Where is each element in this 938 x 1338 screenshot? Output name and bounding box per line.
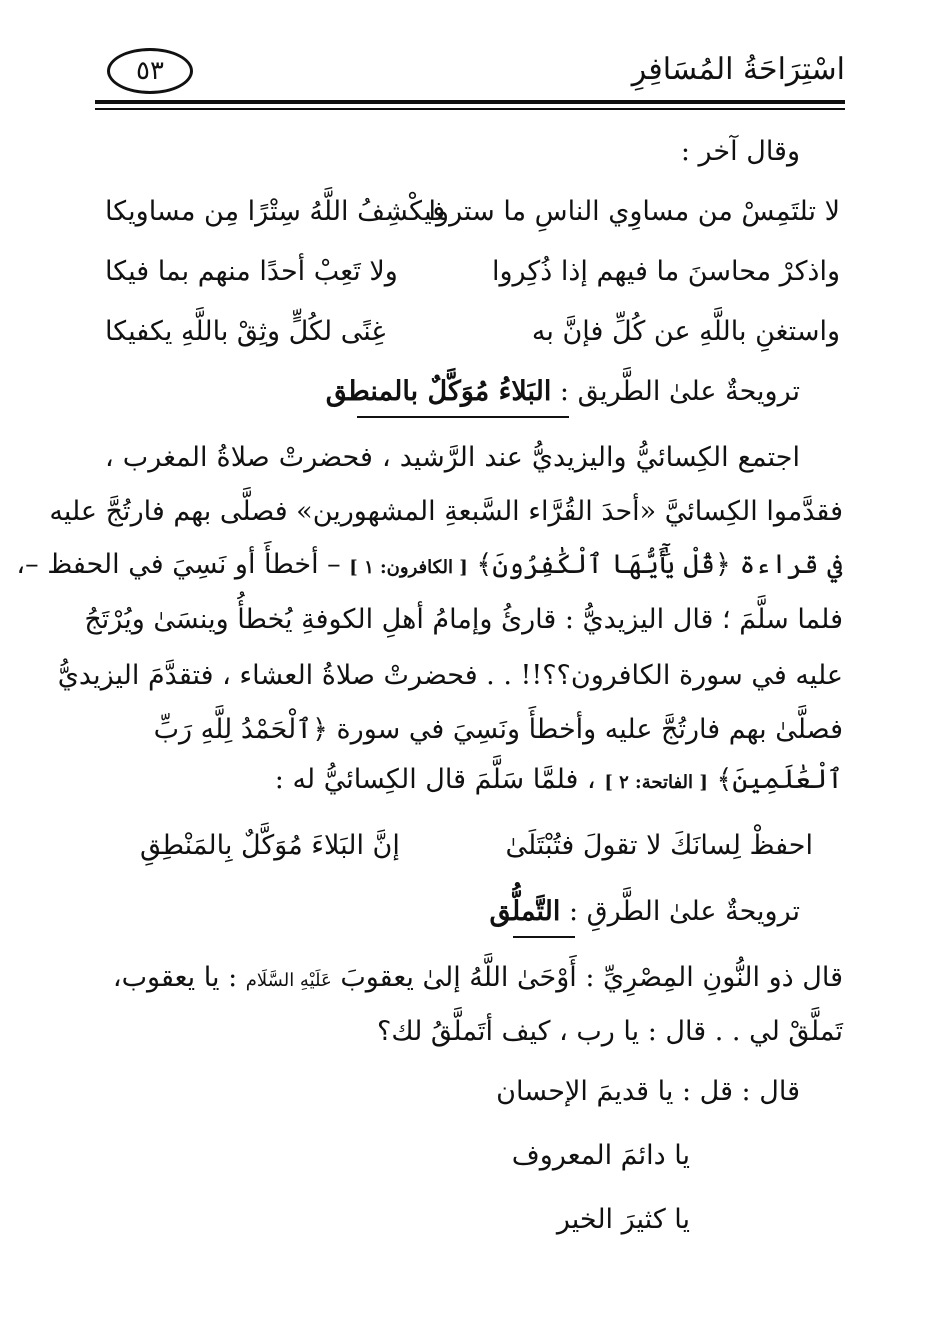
heading-underline <box>513 936 575 938</box>
paragraph-line: اجتمع الكِسائيُّ واليزيديُّ عند الرَّشيد ، فحضرتْ صلاةُ المغرب ، <box>105 442 800 473</box>
paragraph-line <box>154 710 843 750</box>
poem-ajuz: فيكْشِفُ اللَّهُ سِتْرًا مِن مساويكا <box>105 196 446 227</box>
honorific-mark: عَلَيْهِ السَّلَام <box>245 970 332 991</box>
section-heading-prefix: ترويحةٌ علىٰ الطَّريق : <box>559 376 800 407</box>
line-text: : يا يعقوب، <box>112 962 238 993</box>
quran-verse: ﴿ٱلْحَمْدُ لِلَّهِ رَبِّ <box>153 714 328 745</box>
intro-line: وقال آخر : <box>680 136 800 167</box>
line-text: – أخطأَ أو نَسِيَ في الحفظ –، <box>16 549 341 580</box>
heading-underline <box>357 416 569 418</box>
section-heading-title: التَّملُّق <box>489 896 561 927</box>
section-heading <box>489 892 800 932</box>
paragraph-line <box>275 760 843 803</box>
line-text: في قراءة <box>739 549 843 580</box>
paragraph-line <box>113 958 843 1001</box>
poem-ajuz: إنَّ البَلاءَ مُوَكَّلٌ بِالمَنْطِقِ <box>140 830 400 861</box>
poem-sadr: لا تلتَمِسْ من مساوِي الناسِ ما ستروا <box>428 196 840 227</box>
paragraph-line: يا دائمَ المعروف <box>511 1140 690 1171</box>
poem-sadr: واستغنِ باللَّهِ عن كُلِّ فإنَّ به <box>531 316 840 347</box>
section-heading <box>326 372 800 412</box>
verse-reference: [ الفاتحة: ٢ ] <box>604 772 708 793</box>
paragraph-line: فقدَّموا الكِسائيَّ «أحدَ القُرَّاء السَّبعةِ المشهورين» فصلَّى بهم فارتُجَّ عليه <box>49 496 843 527</box>
section-heading-title: البَلاءُ مُوَكَّلٌ بالمنطق <box>325 376 552 407</box>
line-text: قال ذو النُّونِ المِصْرِيِّ : أَوْحَىٰ اللَّهُ إلىٰ يعقوبَ <box>340 962 843 993</box>
page-number-badge <box>107 48 193 94</box>
poem-sadr: واذكرْ محاسنَ ما فيهم إذا ذُكِروا <box>491 256 840 287</box>
poem-ajuz: ولا تَعِبْ أحدًا منهم بما فيكا <box>105 256 398 287</box>
page-header <box>95 40 845 100</box>
quran-verse: ﴿قُلْ يَٰٓأَيُّهَا ٱلْكَٰفِرُونَ﴾ <box>476 549 731 580</box>
page-number: ٥٣ <box>136 56 164 86</box>
paragraph-line: تَملَّقْ لي . . قال : يا رب ، كيف أتَملَّقُ لك؟ <box>377 1016 843 1047</box>
paragraph-line: عليه في سورة الكافرون؟؟!! . . فحضرتْ صلاةُ العشاء ، فتقدَّمَ اليزيديُّ <box>57 660 843 691</box>
header-rule-thin <box>95 108 845 110</box>
poem-sadr: احفظْ لِسانَكَ لا تقولَ فتُبْتَلَىٰ <box>505 830 813 861</box>
header-rule-thick <box>95 100 845 104</box>
paragraph-line <box>16 545 843 588</box>
section-heading-prefix: ترويحةٌ علىٰ الطَّرقِ : <box>569 896 800 927</box>
quran-verse: ٱلْعَٰلَمِينَ﴾ <box>716 764 843 795</box>
paragraph-line: قال : قل : يا قديمَ الإحسان <box>496 1076 800 1107</box>
paragraph-line: يا كثيرَ الخير <box>556 1204 690 1235</box>
verse-reference: [ الكافرون: ١ ] <box>349 557 468 578</box>
line-text: ، فلمَّا سَلَّمَ قال الكِسائيُّ له : <box>274 764 596 795</box>
book-title: اسْتِرَاحَةُ المُسَافِرِ <box>631 52 845 87</box>
paragraph-line: فلما سلَّمَ ؛ قال اليزيديُّ : قارئُ وإمامُ أهلِ الكوفةِ يُخطأُ وينسَىٰ ويُرْتَجُ <box>84 604 843 635</box>
line-text: فصلَّىٰ بهم فارتُجَّ عليه وأخطأَ ونَسِيَ في سورة <box>336 714 843 745</box>
poem-ajuz: غِنًى لكُلٍّ وثِقْ باللَّهِ يكفيكا <box>105 316 386 347</box>
